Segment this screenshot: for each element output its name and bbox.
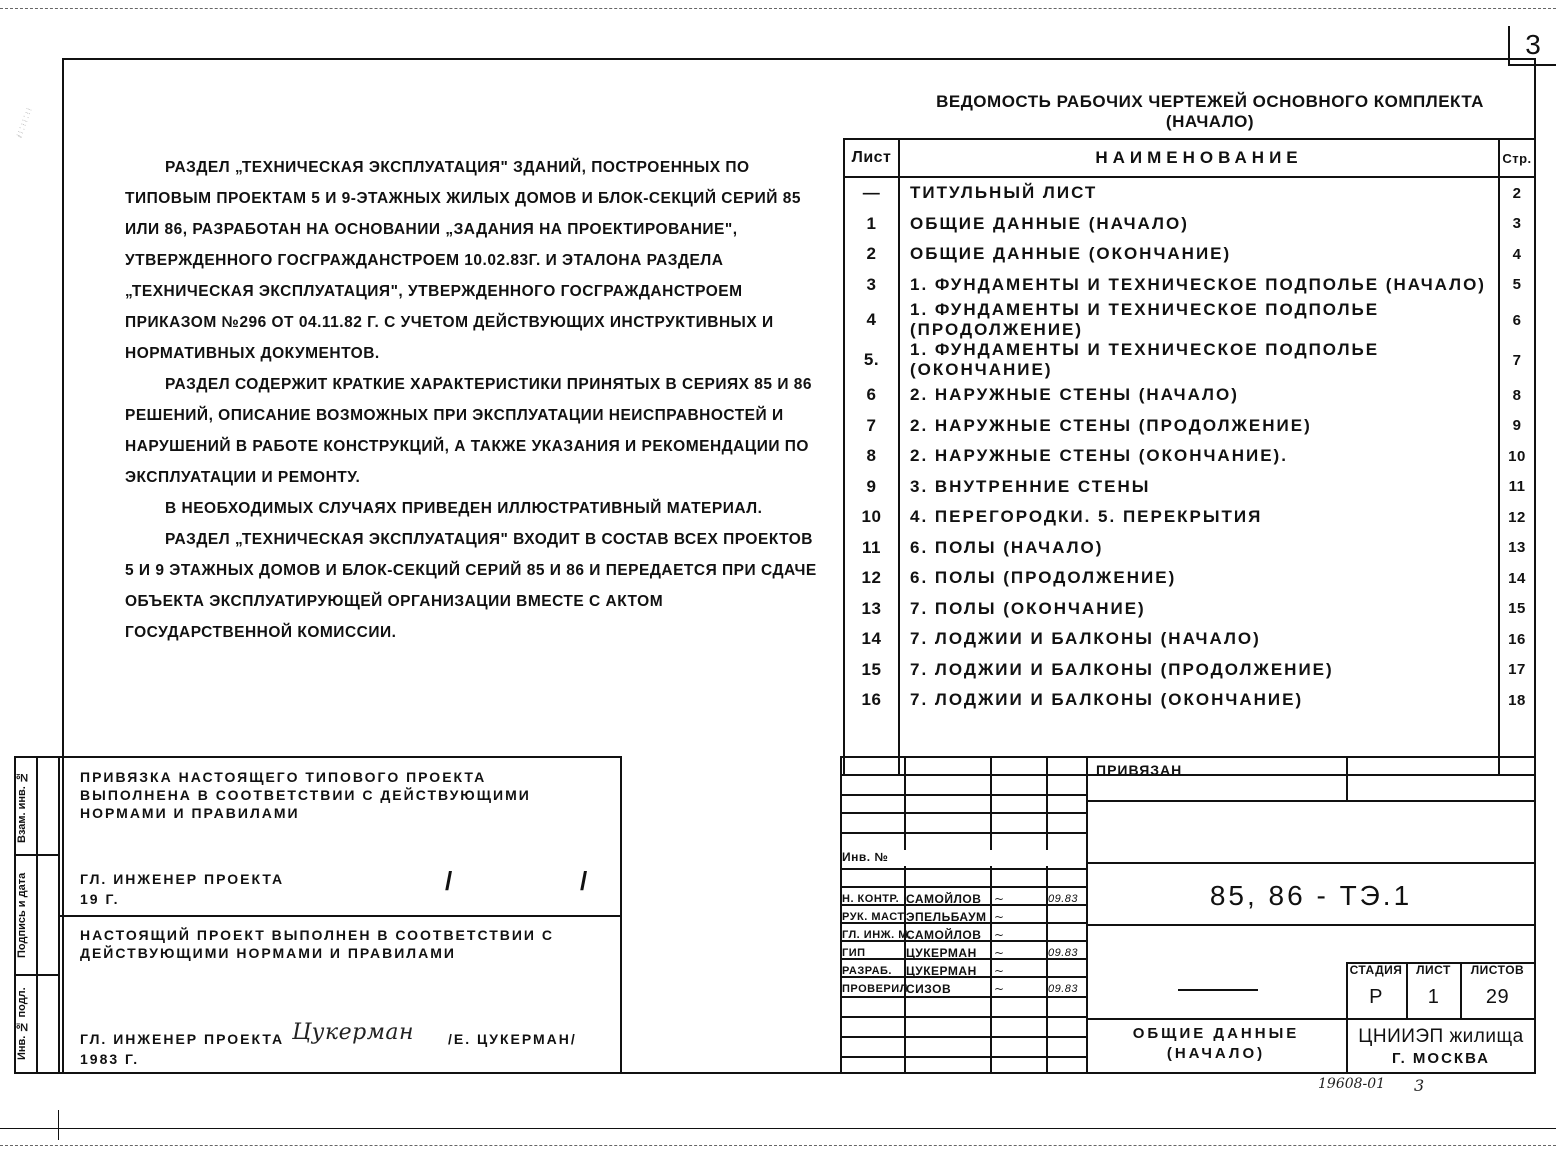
organization xyxy=(1348,1026,1534,1070)
sheet-name: 2. НАРУЖНЫЕ СТЕНЫ (ОКОНЧАНИЕ). xyxy=(899,441,1499,472)
table-row xyxy=(844,340,1535,380)
sheet-number: 6 xyxy=(844,380,899,411)
sheets-label: ЛИСТОВ xyxy=(1470,963,1525,977)
paragraph: РАЗДЕЛ „ТЕХНИЧЕСКАЯ ЭКСПЛУАТАЦИЯ" ЗДАНИЙ, ПОСТРОЕННЫХ ПО ТИПОВЫМ ПРОЕКТАМ 5 И 9-ЭТАЖНЫХ ЖИЛЫХ ДОМОВ И БЛОК-СЕКЦИЙ СЕРИЙ 85 ИЛИ 86, РАЗРАБОТАН НА ОСНОВАНИИ „ЗАДАНИЯ НА ПРОЕКТИРОВАНИЕ", УТВЕРЖДЕННОГО ГОСГРАЖДАНСТРОЕМ 10.02.83Г. И ЭТАЛОНА РАЗДЕЛА „ТЕХНИЧЕСКАЯ ЭКСПЛУАТАЦИЯ", УТВЕРЖДЕННОГО ГОСГРАЖДАНСТРОЕМ ПРИКАЗОМ №296 ОТ 04.11.82 Г. С УЧЕТОМ ДЕЙСТВУЮЩИХ ИНСТРУКТИВНЫХ И НОРМАТИВНЫХ ДОКУМЕНТОВ. xyxy=(125,159,801,362)
project-note: НАСТОЯЩИЙ ПРОЕКТ ВЫПОЛНЕН В СООТВЕТСТВИИ С ДЕЙСТВУЮЩИМИ НОРМАМИ И ПРАВИЛАМИ xyxy=(80,927,554,961)
title-block xyxy=(840,756,1536,1074)
slash-mark: / xyxy=(445,866,453,896)
col-sheet-header: Лист xyxy=(844,139,899,177)
signature-role: РУК. МАСТ. xyxy=(842,911,907,923)
sheet-number: 3 xyxy=(844,270,899,301)
sheet-number: 5. xyxy=(844,340,899,380)
sheet-number: 9 xyxy=(844,472,899,503)
grid-line xyxy=(840,1036,1088,1038)
sheet-name: 4. ПЕРЕГОРОДКИ. 5. ПЕРЕКРЫТИЯ xyxy=(899,502,1499,533)
sheet-number: 2 xyxy=(844,239,899,270)
sheet-number: 15 xyxy=(844,655,899,686)
sheet-number: 12 xyxy=(844,563,899,594)
trim-line xyxy=(0,1128,1556,1129)
stage-label: СТАДИЯ xyxy=(1349,963,1403,977)
table-row xyxy=(844,655,1535,686)
grid-line xyxy=(840,794,1088,796)
sheet-number: — xyxy=(844,177,899,209)
sheet-list-title: ВЕДОМОСТЬ РАБОЧИХ ЧЕРТЕЖЕЙ ОСНОВНОГО КОМПЛЕКТА (НАЧАЛО) xyxy=(936,92,1484,131)
signature-name: СИЗОВ xyxy=(906,982,952,996)
signature-role: ГИП xyxy=(842,947,866,959)
trim-mark xyxy=(58,1110,59,1140)
organization-city: Г. МОСКВА xyxy=(1391,1050,1491,1067)
sheet-name: 7. ЛОДЖИИ И БАЛКОНЫ (ОКОНЧАНИЕ) xyxy=(899,685,1499,716)
table-row xyxy=(844,209,1535,240)
handwritten-signature: ~ xyxy=(994,982,1005,996)
grid-line xyxy=(840,868,1088,870)
table-row xyxy=(844,239,1535,270)
binding-stamp xyxy=(60,756,622,1074)
sheet-number: 16 xyxy=(844,685,899,716)
sheet-name: 1. ФУНДАМЕНТЫ И ТЕХНИЧЕСКОЕ ПОДПОЛЬЕ (ПРОДОЛЖЕНИЕ) xyxy=(899,300,1499,340)
project-year: 1983 Г. xyxy=(80,1051,140,1067)
signature-row xyxy=(840,944,1088,962)
grid-line xyxy=(840,832,1088,834)
handwritten-signature: ~ xyxy=(994,892,1005,906)
signature-name: САМОЙЛОВ xyxy=(906,892,982,906)
slash-mark: / xyxy=(580,866,588,896)
project-engineer-name: /Е. ЦУКЕРМАН/ xyxy=(448,1031,577,1047)
table-header-row xyxy=(844,139,1535,177)
organization-name: ЦНИИЭП жилища xyxy=(1358,1026,1524,1047)
binding-engineer-label: ГЛ. ИНЖЕНЕР ПРОЕКТА xyxy=(80,871,285,887)
sheet-number: 13 xyxy=(844,594,899,625)
grid-line xyxy=(840,1016,1088,1018)
page-number-cell: 11 xyxy=(1499,472,1535,503)
table-row xyxy=(844,685,1535,716)
signature-role: ГЛ. ИНЖ. М. xyxy=(842,929,912,941)
document-code: 85, 86 - ТЭ.1 xyxy=(1209,880,1413,911)
margin-labels xyxy=(14,756,60,1074)
handwritten-signature: ~ xyxy=(994,964,1005,978)
sheet-name: 6. ПОЛЫ (НАЧАЛО) xyxy=(899,533,1499,564)
page-number-cell: 17 xyxy=(1499,655,1535,686)
paragraph: РАЗДЕЛ „ТЕХНИЧЕСКАЯ ЭКСПЛУАТАЦИЯ" ВХОДИТ В СОСТАВ ВСЕХ ПРОЕКТОВ 5 И 9 ЭТАЖНЫХ ДОМОВ И БЛОК-СЕКЦИЙ СЕРИЙ 85 И 86 И ПЕРЕДАЕТСЯ ПРИ СДАЧЕ ОБЪЕКТА ЭКСПЛУАТИРУЮЩЕЙ ОРГАНИЗАЦИИ ВМЕСТЕ С АКТОМ ГОСУДАРСТВЕННОЙ КОМИССИИ. xyxy=(125,531,817,641)
signature-row xyxy=(840,908,1088,926)
sheet-title-line-1: ОБЩИЕ ДАННЫЕ xyxy=(1132,1025,1300,1042)
project-engineer-label: ГЛ. ИНЖЕНЕР ПРОЕКТА xyxy=(80,1031,285,1047)
page-number-cell: 15 xyxy=(1499,594,1535,625)
handwritten-signature: ~ xyxy=(994,928,1005,942)
faded-stamp-marks: ⅈ ⁞ ⁚ ⁝ ⁞ ⁚ ⁝ ⁞ xyxy=(16,107,34,139)
page-number-cell: 2 xyxy=(1499,177,1535,209)
sheets-value: 29 xyxy=(1485,986,1510,1008)
page-number-cell: 14 xyxy=(1499,563,1535,594)
binding-note: ПРИВЯЗКА НАСТОЯЩЕГО ТИПОВОГО ПРОЕКТА ВЫПОЛНЕНА В СООТВЕТСТВИИ С ДЕЙСТВУЮЩИМИ НОРМАМИ И ПРАВИЛАМИ xyxy=(80,769,531,821)
label-replacement-inv: Взам. инв. № xyxy=(16,771,28,843)
sheet-name: 6. ПОЛЫ (ПРОДОЛЖЕНИЕ) xyxy=(899,563,1499,594)
stage-value: Р xyxy=(1369,986,1383,1008)
sheet-name: ОБЩИЕ ДАННЫЕ (НАЧАЛО) xyxy=(899,209,1499,240)
page-number-cell: 10 xyxy=(1499,441,1535,472)
signature-date: 09.83 xyxy=(1048,947,1079,959)
table-row xyxy=(844,533,1535,564)
sheet-value: 1 xyxy=(1427,986,1440,1008)
signature-row xyxy=(840,962,1088,980)
page-number-cell: 4 xyxy=(1499,239,1535,270)
archive-number: 19608-01 xyxy=(1318,1076,1386,1092)
table-row xyxy=(844,380,1535,411)
paragraph: РАЗДЕЛ СОДЕРЖИТ КРАТКИЕ ХАРАКТЕРИСТИКИ ПРИНЯТЫХ В СЕРИЯХ 85 И 86 РЕШЕНИЙ, ОПИСАНИЕ ВОЗМОЖНЫХ ПРИ ЭКСПЛУАТАЦИИ НЕИСПРАВНОСТЕЙ И НАРУШЕНИЙ В РАБОТЕ КОНСТРУКЦИЙ, А ТАКЖЕ УКАЗАНИЯ И РЕКОМЕНДАЦИИ ПО ЭКСПЛУАТАЦИИ И РЕМОНТУ. xyxy=(125,376,813,486)
label-original-inv: Инв. № подл. xyxy=(16,987,28,1061)
grid-line xyxy=(840,756,1088,758)
col-page-header: Стр. xyxy=(1499,139,1535,177)
bound-label: ПРИВЯЗАН xyxy=(1096,762,1183,778)
page-number-cell: 3 xyxy=(1499,209,1535,240)
page-number-cell: 16 xyxy=(1499,624,1535,655)
sheet-number: 4 xyxy=(844,300,899,340)
inv-number-label: Инв. № xyxy=(842,850,1086,866)
signature-date: 09.83 xyxy=(1048,983,1079,995)
table-row xyxy=(844,177,1535,209)
handwritten-signature: ~ xyxy=(994,910,1005,924)
engineer-signature: Цукерман xyxy=(292,1020,415,1045)
signature-role: ПРОВЕРИЛ xyxy=(842,983,908,995)
sheet-label: ЛИСТ xyxy=(1416,963,1451,977)
sheet-number: 14 xyxy=(844,624,899,655)
explanatory-text xyxy=(125,152,825,648)
sheet-number: 1 xyxy=(844,209,899,240)
grid-line xyxy=(840,886,1088,888)
signature-row xyxy=(840,926,1088,944)
sheet-name: 7. ЛОДЖИИ И БАЛКОНЫ (НАЧАЛО) xyxy=(899,624,1499,655)
signature-role: РАЗРАБ. xyxy=(842,965,892,977)
table-row xyxy=(844,411,1535,442)
table-row xyxy=(844,624,1535,655)
archive-page: 3 xyxy=(1414,1076,1425,1095)
table-row xyxy=(844,270,1535,301)
col-name-header: НАИМЕНОВАНИЕ xyxy=(899,139,1499,177)
paragraph: В НЕОБХОДИМЫХ СЛУЧАЯХ ПРИВЕДЕН ИЛЛЮСТРАТИВНЫЙ МАТЕРИАЛ. xyxy=(165,500,763,517)
page-number-cell: 8 xyxy=(1499,380,1535,411)
signature-name: САМОЙЛОВ xyxy=(906,928,982,942)
signature-row xyxy=(840,980,1088,998)
signature-name: ЦУКЕРМАН xyxy=(906,964,977,978)
page-number-cell: 9 xyxy=(1499,411,1535,442)
page-number-cell: 7 xyxy=(1499,340,1535,380)
grid-line xyxy=(840,1056,1088,1058)
grid-line xyxy=(840,774,1088,776)
grid-line xyxy=(840,812,1088,814)
sheet-name: 1. ФУНДАМЕНТЫ И ТЕХНИЧЕСКОЕ ПОДПОЛЬЕ (НАЧАЛО) xyxy=(899,270,1499,301)
sheet-name: 7. ЛОДЖИИ И БАЛКОНЫ (ПРОДОЛЖЕНИЕ) xyxy=(899,655,1499,686)
sheet-name: 2. НАРУЖНЫЕ СТЕНЫ (НАЧАЛО) xyxy=(899,380,1499,411)
table-row xyxy=(844,563,1535,594)
sheet-name: ОБЩИЕ ДАННЫЕ (ОКОНЧАНИЕ) xyxy=(899,239,1499,270)
grid-line xyxy=(840,1072,1088,1074)
signature-role: Н. КОНТР. xyxy=(842,893,900,905)
label-signature-date: Подпись и дата xyxy=(16,872,28,958)
sheet-number: 7 xyxy=(844,411,899,442)
sheet-number: 10 xyxy=(844,502,899,533)
sheet-number: 11 xyxy=(844,533,899,564)
page-number-cell: 18 xyxy=(1499,685,1535,716)
table-row xyxy=(844,472,1535,503)
sheet-name: 7. ПОЛЫ (ОКОНЧАНИЕ) xyxy=(899,594,1499,625)
signature-name: ЭПЕЛЬБАУМ xyxy=(906,910,987,924)
signature-name: ЦУКЕРМАН xyxy=(906,946,977,960)
handwritten-signature: ~ xyxy=(994,946,1005,960)
sheet-name: 1. ФУНДАМЕНТЫ И ТЕХНИЧЕСКОЕ ПОДПОЛЬЕ (ОКОНЧАНИЕ) xyxy=(899,340,1499,380)
table-row xyxy=(844,502,1535,533)
binding-year: 19 Г. xyxy=(80,891,120,907)
page-number-cell: 12 xyxy=(1499,502,1535,533)
sheet-edge-bottom xyxy=(0,1145,1556,1148)
sheet-title-line-2: (НАЧАЛО) xyxy=(1166,1045,1266,1062)
empty-dash xyxy=(1178,989,1258,991)
table-row xyxy=(844,441,1535,472)
sheet-name: ТИТУЛЬНЫЙ ЛИСТ xyxy=(899,177,1499,209)
signature-date: 09.83 xyxy=(1048,893,1079,905)
sheet-edge-top xyxy=(0,8,1556,11)
page-number-cell: 5 xyxy=(1499,270,1535,301)
sheet-number: 8 xyxy=(844,441,899,472)
page-number: 3 xyxy=(1508,26,1556,66)
sheet-list-table xyxy=(843,138,1536,776)
signature-row xyxy=(840,890,1088,908)
sheet-name: 3. ВНУТРЕННИЕ СТЕНЫ xyxy=(899,472,1499,503)
sheet-name: 2. НАРУЖНЫЕ СТЕНЫ (ПРОДОЛЖЕНИЕ) xyxy=(899,411,1499,442)
table-row xyxy=(844,300,1535,340)
page-number-cell: 13 xyxy=(1499,533,1535,564)
page-number-cell: 6 xyxy=(1499,300,1535,340)
table-row xyxy=(844,594,1535,625)
sheet-title xyxy=(1086,1024,1346,1064)
